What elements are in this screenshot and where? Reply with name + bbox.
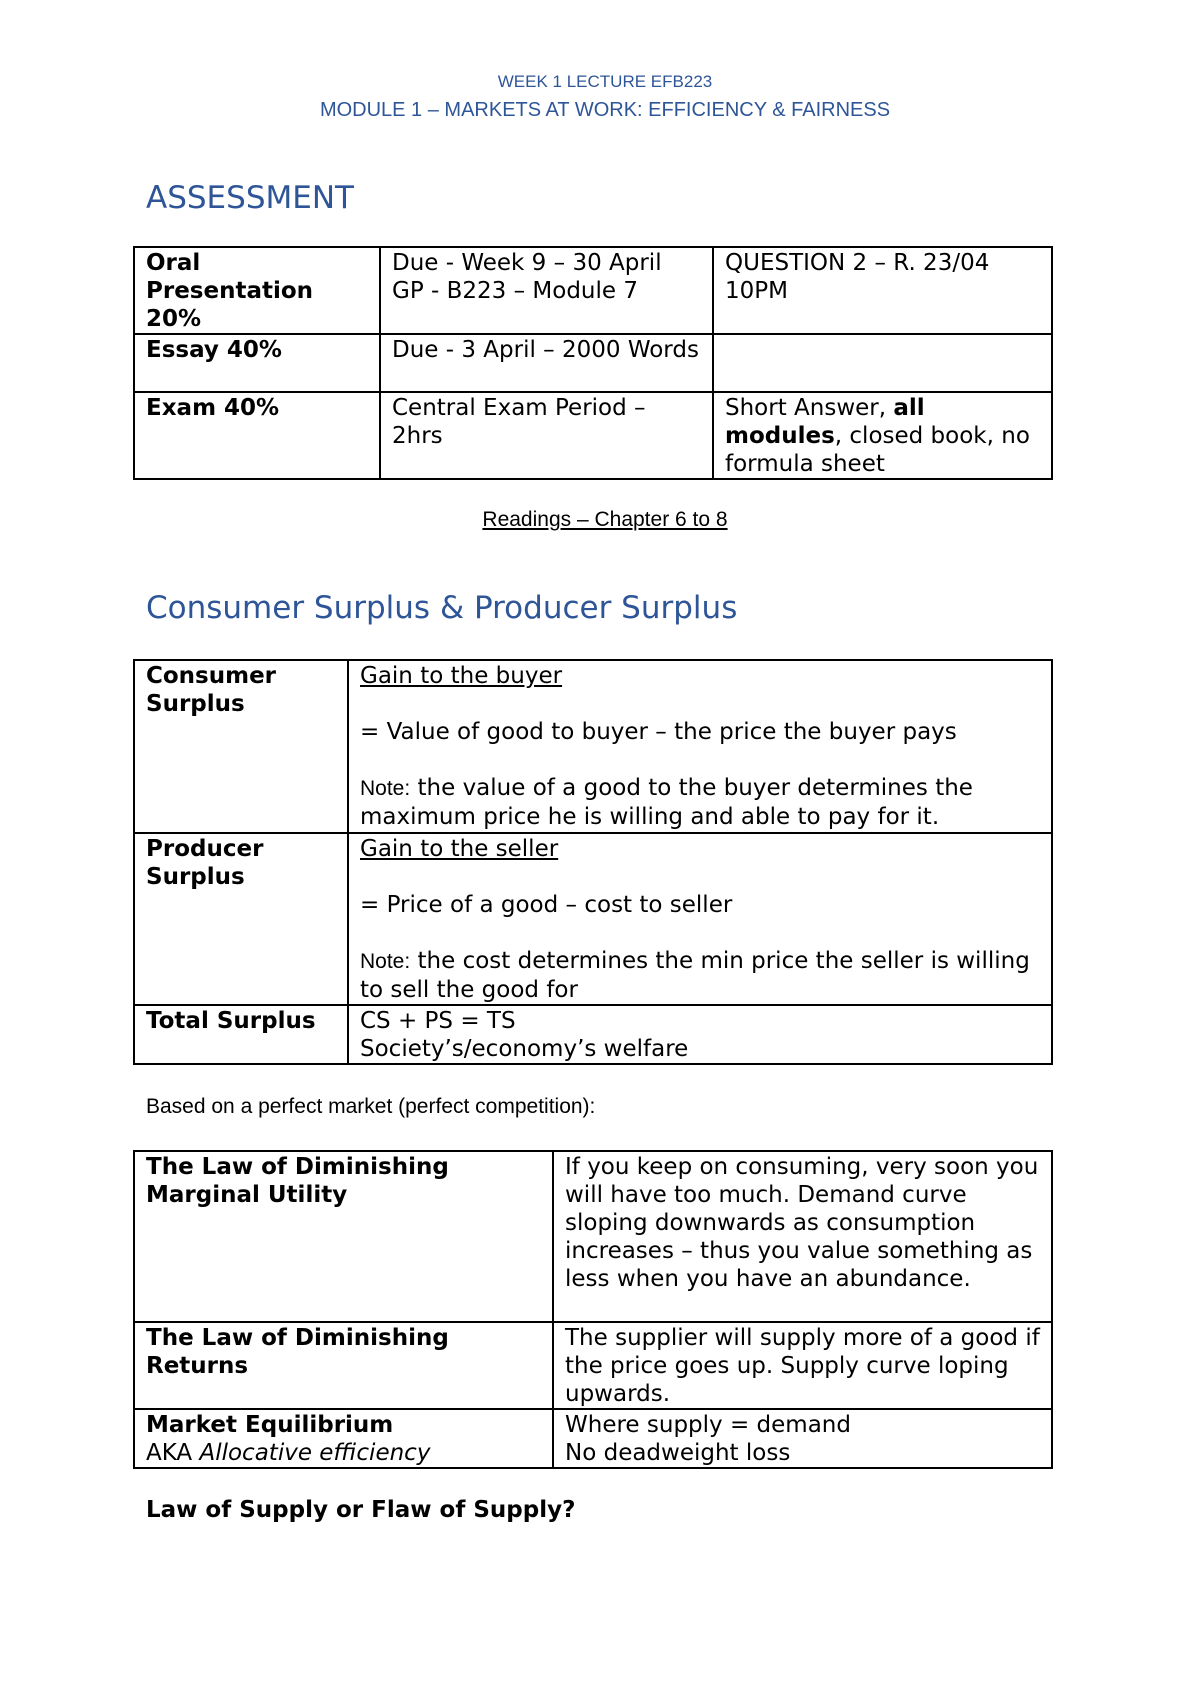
surplus-heading: Consumer Surplus & Producer Surplus (146, 590, 738, 626)
assessment-label-exam: Exam 40% (134, 392, 380, 479)
closing-question: Law of Supply or Flaw of Supply? (146, 1497, 576, 1523)
assessment-oral-due (380, 247, 713, 334)
surplus-consumer-detail (348, 660, 1052, 833)
aka-prefix: AKA (146, 1440, 200, 1466)
laws-row-marginal-utility (134, 1151, 1052, 1322)
header-lecture-title: WEEK 1 LECTURE EFB223 (497, 72, 713, 91)
oral-group-line: GP - B223 – Module 7 (392, 278, 638, 304)
equilibrium-line1: Where supply = demand (565, 1412, 851, 1438)
spacer (360, 690, 1040, 718)
producer-gain-title: Gain to the seller (360, 836, 559, 862)
assessment-label-oral: Oral Presentation 20% (134, 247, 380, 334)
assessment-row-oral (134, 247, 1052, 334)
surplus-total-detail (348, 1005, 1052, 1064)
surplus-producer-detail (348, 833, 1052, 1005)
producer-note-label: Note: (360, 950, 411, 973)
surplus-row-total (134, 1005, 1052, 1064)
laws-table (133, 1150, 1053, 1469)
spacer (360, 919, 1040, 947)
exam-notes-part1: Short Answer, (725, 395, 894, 421)
law-text-marginal-utility: If you keep on consuming, very soon you will have too much. Demand curve sloping downwards as consumption increases – thus you value something as less when you have an abundance. (553, 1151, 1052, 1322)
assessment-exam-notes (713, 392, 1052, 479)
assessment-row-essay (134, 334, 1052, 392)
law-text-diminishing-returns: The supplier will supply more of a good if the price goes up. Supply curve loping upwards. (553, 1322, 1052, 1409)
exam-notes-bold: all modules (725, 395, 925, 449)
assessment-row-exam (134, 392, 1052, 479)
surplus-row-producer (134, 833, 1052, 1005)
consumer-note (360, 774, 1040, 831)
assessment-label-essay: Essay 40% (134, 334, 380, 392)
equilibrium-line2: No deadweight loss (565, 1440, 791, 1466)
law-label-marginal-utility: The Law of Diminishing Marginal Utility (134, 1151, 553, 1322)
producer-note-text: the cost determines the min price the seller is willing to sell the good for (360, 948, 1030, 1003)
producer-note (360, 947, 1040, 1004)
producer-formula: = Price of a good – cost to seller (360, 892, 733, 918)
surplus-row-consumer (134, 660, 1052, 833)
law-label-diminishing-returns: The Law of Diminishing Returns (134, 1322, 553, 1409)
consumer-gain-title: Gain to the buyer (360, 663, 563, 689)
equilibrium-aka (146, 1439, 541, 1467)
consumer-formula: = Value of good to buyer – the price the buyer pays (360, 719, 957, 745)
law-text-market-equilibrium (553, 1409, 1052, 1468)
oral-question-line: QUESTION 2 – R. 23/04 (725, 250, 990, 276)
assessment-table (133, 246, 1053, 480)
spacer (360, 863, 1040, 891)
assessment-oral-notes (713, 247, 1052, 334)
oral-time-line: 10PM (725, 278, 788, 304)
exam-notes-part2: , closed book, no formula sheet (725, 423, 1030, 477)
assessment-exam-period: Central Exam Period – 2hrs (380, 392, 713, 479)
surplus-label-consumer: Consumer Surplus (134, 660, 348, 833)
consumer-note-text: the value of a good to the buyer determines the maximum price he is willing and able to pay for it. (360, 775, 973, 830)
assessment-essay-notes (713, 334, 1052, 392)
total-welfare: Society’s/economy’s welfare (360, 1036, 689, 1062)
assessment-heading: ASSESSMENT (146, 180, 354, 216)
equilibrium-title: Market Equilibrium (146, 1412, 394, 1438)
aka-italic: Allocative efficiency (199, 1440, 431, 1466)
laws-row-market-equilibrium (134, 1409, 1052, 1468)
assessment-essay-due: Due - 3 April – 2000 Words (380, 334, 713, 392)
law-label-market-equilibrium (134, 1409, 553, 1468)
spacer (360, 746, 1040, 774)
total-formula: CS + PS = TS (360, 1008, 516, 1034)
readings-line: Readings – Chapter 6 to 8 (482, 508, 728, 531)
laws-row-diminishing-returns (134, 1322, 1052, 1409)
surplus-label-total: Total Surplus (134, 1005, 348, 1064)
surplus-table (133, 659, 1053, 1065)
consumer-note-label: Note: (360, 777, 411, 800)
header-module-title: MODULE 1 – MARKETS AT WORK: EFFICIENCY & FAIRNESS (319, 99, 891, 121)
surplus-label-producer: Producer Surplus (134, 833, 348, 1005)
perfect-market-caption: Based on a perfect market (perfect competition): (146, 1095, 596, 1118)
oral-due-line: Due - Week 9 – 30 April (392, 250, 662, 276)
